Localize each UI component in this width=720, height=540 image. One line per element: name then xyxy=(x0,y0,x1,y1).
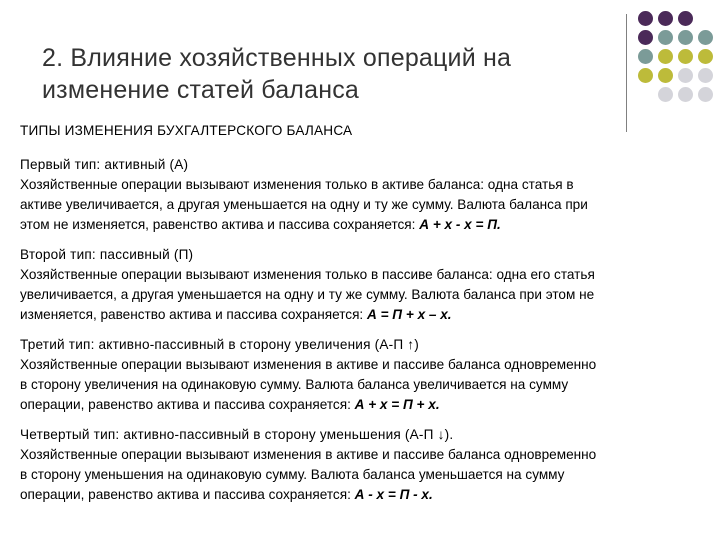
decorative-vertical-line xyxy=(626,14,627,132)
section-text-last-line xyxy=(20,305,710,325)
section-heading: Первый тип: активный (А) xyxy=(20,157,189,172)
formula: А + х - х = П. xyxy=(419,217,501,232)
dot-purple xyxy=(638,30,653,45)
section-text-line: активе увеличивается, а другая уменьшается на одну и ту же сумму. Валюта баланса при xyxy=(20,197,588,212)
dot-olive xyxy=(678,49,693,64)
title-line-1: 2. Влияние хозяйственных операций на xyxy=(42,44,512,72)
section-active-passive-decrease xyxy=(20,425,710,505)
dot-purple xyxy=(678,11,693,26)
formula: А = П + х – х. xyxy=(367,307,452,322)
section-active-passive-increase xyxy=(20,335,710,415)
section-text: операции, равенство актива и пассива сохраняется: xyxy=(20,397,355,412)
dot-gray xyxy=(678,68,693,83)
dot-teal xyxy=(638,49,653,64)
main-heading: ТИПЫ ИЗМЕНЕНИЯ БУХГАЛТЕРСКОГО БАЛАНСА xyxy=(20,123,353,138)
dot-purple xyxy=(638,11,653,26)
section-text-line: в сторону уменьшения на одинаковую сумму. Валюта баланса уменьшается на сумму xyxy=(20,467,565,482)
dot-gray xyxy=(678,87,693,102)
section-heading: Второй тип: пассивный (П) xyxy=(20,247,194,262)
section-heading: Четвертый тип: активно-пассивный в сторону уменьшения (А-П ↓). xyxy=(20,427,454,442)
dot-teal xyxy=(658,30,673,45)
section-active xyxy=(20,155,710,235)
section-text-last-line xyxy=(20,395,710,415)
dot-olive xyxy=(658,49,673,64)
dot-gray xyxy=(698,87,713,102)
dot-gray xyxy=(698,68,713,83)
section-text: изменяется, равенство актива и пассива сохраняется: xyxy=(20,307,367,322)
section-text-line: Хозяйственные операции вызывают изменения только в активе баланса: одна статья в xyxy=(20,177,574,192)
dot-gray xyxy=(658,87,673,102)
section-text-last-line xyxy=(20,215,710,235)
page-title xyxy=(42,42,602,106)
content-body xyxy=(20,121,710,505)
dot-olive xyxy=(638,68,653,83)
dot-olive xyxy=(698,49,713,64)
dot-teal xyxy=(698,30,713,45)
section-heading: Третий тип: активно-пассивный в сторону увеличения (А-П ↑) xyxy=(20,337,420,352)
dot-purple xyxy=(658,11,673,26)
section-text-line: увеличивается, а другая уменьшается на одну и ту же сумму. Валюта баланса при этом не xyxy=(20,287,595,302)
section-text: операции, равенство актива и пассива сохраняется: xyxy=(20,487,355,502)
title-line-2: изменение статей баланса xyxy=(42,76,360,104)
section-text-line: Хозяйственные операции вызывают изменения в активе и пассиве баланса одновременно xyxy=(20,447,597,462)
formula: А - х = П - х. xyxy=(354,487,433,502)
dot-olive xyxy=(658,68,673,83)
dot-teal xyxy=(678,30,693,45)
decorative-dot-grid xyxy=(638,11,718,116)
section-text-line: Хозяйственные операции вызывают изменения в активе и пассиве баланса одновременно xyxy=(20,357,597,372)
section-text: этом не изменяется, равенство актива и пассива сохраняется: xyxy=(20,217,420,232)
section-text-last-line xyxy=(20,485,710,505)
section-passive xyxy=(20,245,710,325)
section-text-line: в сторону увеличения на одинаковую сумму. Валюта баланса увеличивается на сумму xyxy=(20,377,569,392)
formula: А + х = П + х. xyxy=(354,397,440,412)
section-text-line: Хозяйственные операции вызывают изменения только в пассиве баланса: одна его статья xyxy=(20,267,595,282)
